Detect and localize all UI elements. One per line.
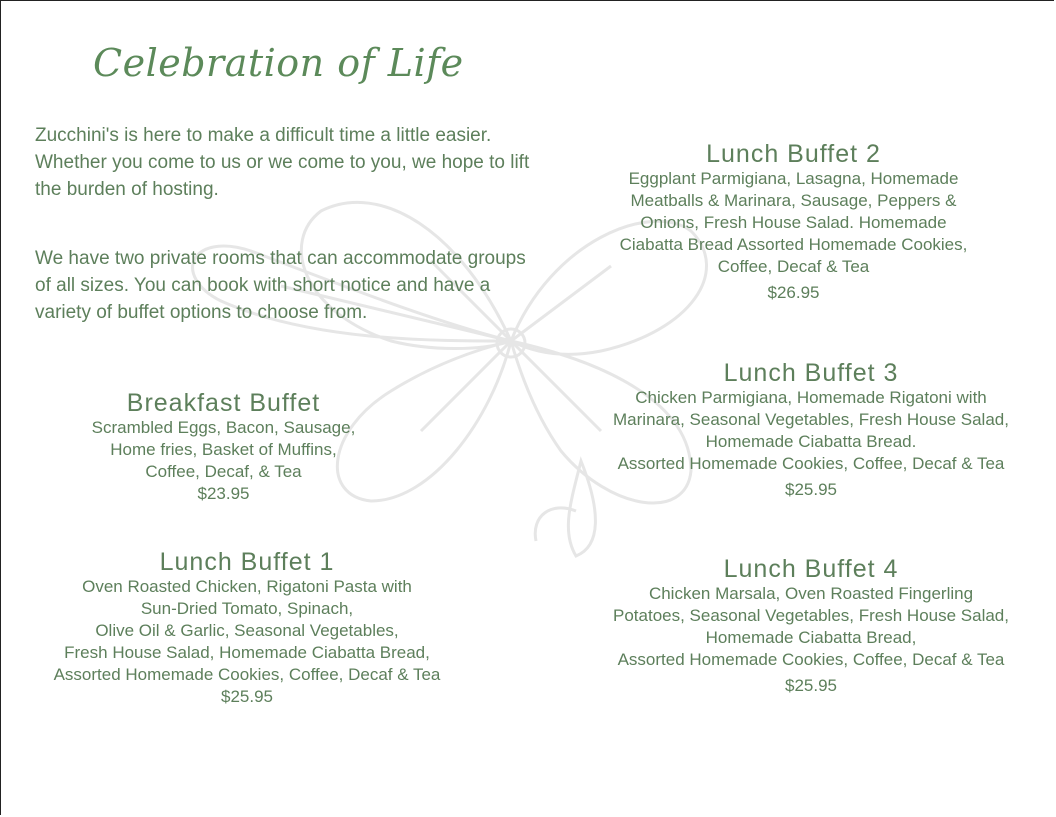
lunch-buffet-2-section xyxy=(581,140,1006,304)
lunch-buffet-4-title: Lunch Buffet 4 xyxy=(723,555,899,583)
lunch-buffet-1-description: Oven Roasted Chicken, Rigatoni Pasta with Sun-Dried Tomato, Spinach, Olive Oil & Garlic, Seasonal Vegetables, Fresh House Salad, Homemade Ciabatta Bread, Assorted Homemade Cookies, Coffee, Decaf & Tea xyxy=(53,577,441,684)
breakfast-buffet-price: $23.95 xyxy=(197,484,250,503)
intro-paragraph-rooms: We have two private rooms that can accommodate groups of all sizes. You can book with short notice and have a variety of buffet options to choose from. xyxy=(35,248,526,323)
lunch-buffet-3-price: $25.95 xyxy=(785,480,837,499)
lunch-buffet-4-price: $25.95 xyxy=(785,676,837,695)
page-title: Celebration of Life xyxy=(93,41,464,85)
lunch-buffet-2-price: $26.95 xyxy=(767,283,820,302)
lunch-buffet-3-title: Lunch Buffet 3 xyxy=(723,359,899,387)
lunch-buffet-1-section xyxy=(21,548,473,708)
breakfast-buffet-title: Breakfast Buffet xyxy=(126,389,321,417)
breakfast-buffet-description: Scrambled Eggs, Bacon, Sausage, Home fries, Basket of Muffins, Coffee, Decaf, & Tea xyxy=(91,418,356,481)
lunch-buffet-3-section xyxy=(591,359,1031,501)
lunch-buffet-4-section xyxy=(591,555,1031,697)
lunch-buffet-2-title: Lunch Buffet 2 xyxy=(706,140,881,168)
intro-paragraph-hosting: Zucchini's is here to make a difficult time a little easier. Whether you come to us or we come to you, we hope to lift the burden of hosting. xyxy=(35,125,530,200)
breakfast-buffet-section xyxy=(61,389,386,505)
lunch-buffet-3-description: Chicken Parmigiana, Homemade Rigatoni with Marinara, Seasonal Vegetables, Fresh House Salad, Homemade Ciabatta Bread. Assorted Homemade Cookies, Coffee, Decaf & Tea xyxy=(613,388,1009,473)
lunch-buffet-1-title: Lunch Buffet 1 xyxy=(159,548,335,576)
lunch-buffet-4-description: Chicken Marsala, Oven Roasted Fingerling Potatoes, Seasonal Vegetables, Fresh House Salad, Homemade Ciabatta Bread, Assorted Homemade Cookies, Coffee, Decaf & Tea xyxy=(613,584,1009,669)
lunch-buffet-1-price: $25.95 xyxy=(221,687,273,706)
lunch-buffet-2-description: Eggplant Parmigiana, Lasagna, Homemade Meatballs & Marinara, Sausage, Peppers & Onions, Fresh House Salad. Homemade Ciabatta Bread Assorted Homemade Cookies, Coffee, Decaf & Tea xyxy=(619,169,968,276)
